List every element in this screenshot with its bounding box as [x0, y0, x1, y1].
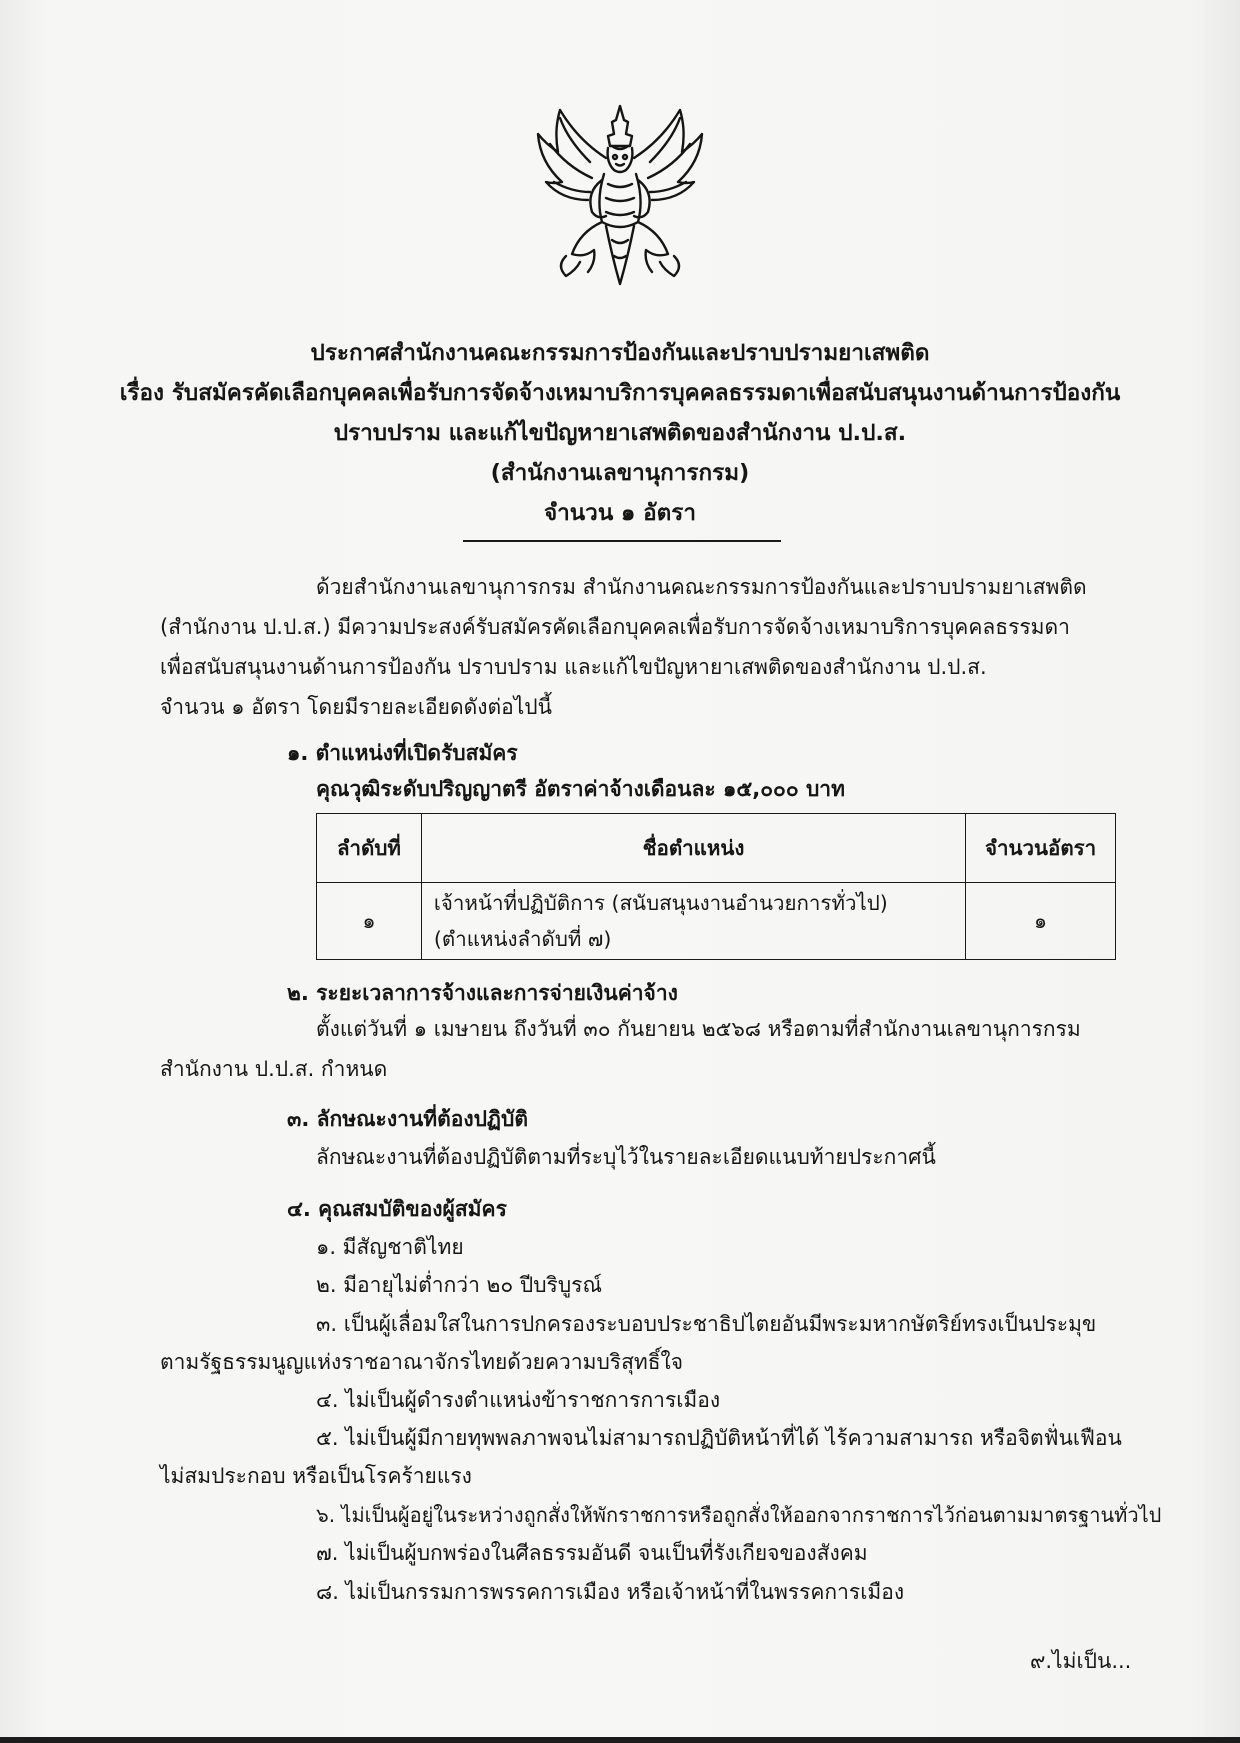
qualification-item: ๑. มีสัญชาติไทย: [316, 1235, 464, 1259]
column-header-position: ชื่อตำแหน่ง: [421, 814, 965, 883]
section-1-subheading: คุณวุฒิระดับปริญญาตรี อัตราค่าจ้างเดือนละ ๑๕,๐๐๐ บาท: [316, 777, 845, 801]
section-1-heading: ๑. ตำแหน่งที่เปิดรับสมัคร: [287, 741, 518, 765]
qualification-item: ๔. ไม่เป็นผู้ดำรงตำแหน่งข้าราชการการเมือง: [316, 1388, 721, 1412]
intro-line: ด้วยสำนักงานเลขานุการกรม สำนักงานคณะกรรมการป้องกันและปราบปรามยาเสพติด: [316, 575, 1087, 599]
continued-marker: ๙.ไม่เป็น...: [1030, 1649, 1132, 1673]
positions-table: [316, 813, 1116, 960]
section-3-line: ลักษณะงานที่ต้องปฏิบัติตามที่ระบุไว้ในรายละเอียดแนบท้ายประกาศนี้: [316, 1145, 936, 1169]
qualification-item: ๓. เป็นผู้เลื่อมใสในการปกครองระบอบประชาธิปไตยอันมีพระมหากษัตริย์ทรงเป็นประมุข: [316, 1312, 1097, 1336]
table-header-row: [317, 814, 1116, 883]
announcement-subject-line-1: เรื่อง รับสมัครคัดเลือกบุคคลเพื่อรับการจัดจ้างเหมาบริการบุคคลธรรมดาเพื่อสนับสนุนงานด้านการป้องกัน: [119, 380, 1121, 406]
announcement-title: ประกาศสำนักงานคณะกรรมการป้องกันและปราบปรามยาเสพติด: [310, 340, 930, 366]
qualification-item: ๕. ไม่เป็นผู้มีกายทุพพลภาพจนไม่สามารถปฏิบัติหน้าที่ได้ ไร้ความสามารถ หรือจิตฟั่นเฟือน: [316, 1426, 1122, 1450]
announcement-subject-line-3: (สำนักงานเลขานุการกรม): [490, 460, 750, 486]
announcement-subject-line-2: ปราบปราม และแก้ไขปัญหายาเสพติดของสำนักงาน ป.ป.ส.: [333, 420, 907, 446]
table-row: [317, 883, 1116, 960]
qualification-item: ๗. ไม่เป็นผู้บกพร่องในศีลธรรมอันดี จนเป็นที่รังเกียจของสังคม: [316, 1541, 868, 1565]
cell-position-name: [421, 883, 965, 960]
intro-line: (สำนักงาน ป.ป.ส.) มีความประสงค์รับสมัครคัดเลือกบุคคลเพื่อรับการจัดจ้างเหมาบริการบุคคลธรรมดา: [160, 615, 1070, 639]
qualification-item-continued: ตามรัฐธรรมนูญแห่งราชอาณาจักรไทยด้วยความบริสุทธิ์ใจ: [160, 1350, 684, 1374]
position-number: (ตำแหน่งลำดับที่ ๗): [433, 927, 612, 951]
column-header-count: จำนวนอัตรา: [966, 814, 1116, 883]
title-divider: [463, 540, 781, 542]
cell-count: ๑: [966, 883, 1116, 960]
column-header-order: ลำดับที่: [317, 814, 422, 883]
announcement-quota: จำนวน ๑ อัตรา: [543, 500, 696, 526]
qualification-item-continued: ไม่สมประกอบ หรือเป็นโรคร้ายแรง: [160, 1464, 472, 1488]
section-2-line: สำนักงาน ป.ป.ส. กำหนด: [160, 1057, 388, 1081]
garuda-emblem-icon: [532, 100, 708, 292]
intro-line: จำนวน ๑ อัตรา โดยมีรายละเอียดดังต่อไปนี้: [160, 695, 552, 719]
position-title: เจ้าหน้าที่ปฏิบัติการ (สนับสนุนงานอำนวยการทั่วไป): [433, 891, 888, 915]
section-3-heading: ๓. ลักษณะงานที่ต้องปฏิบัติ: [287, 1107, 528, 1131]
qualification-item: ๒. มีอายุไม่ต่ำกว่า ๒๐ ปีบริบูรณ์: [316, 1273, 602, 1297]
qualification-item: ๖. ไม่เป็นผู้อยู่ในระหว่างถูกสั่งให้พักราชการหรือถูกสั่งให้ออกจากราชการไว้ก่อนตามมาตรฐานทั่วไป: [316, 1503, 1162, 1527]
intro-line: เพื่อสนับสนุนงานด้านการป้องกัน ปราบปราม และแก้ไขปัญหายาเสพติดของสำนักงาน ป.ป.ส.: [160, 655, 987, 679]
qualification-item: ๘. ไม่เป็นกรรมการพรรคการเมือง หรือเจ้าหน้าที่ในพรรคการเมือง: [316, 1580, 905, 1604]
scan-edge: [0, 1737, 1240, 1743]
cell-order: ๑: [317, 883, 422, 960]
section-2-heading: ๒. ระยะเวลาการจ้างและการจ่ายเงินค่าจ้าง: [287, 981, 678, 1005]
section-2-line: ตั้งแต่วันที่ ๑ เมษายน ถึงวันที่ ๓๐ กันยายน ๒๕๖๘ หรือตามที่สำนักงานเลขานุการกรม: [316, 1017, 1081, 1041]
section-4-heading: ๔. คุณสมบัติของผู้สมัคร: [287, 1197, 507, 1221]
